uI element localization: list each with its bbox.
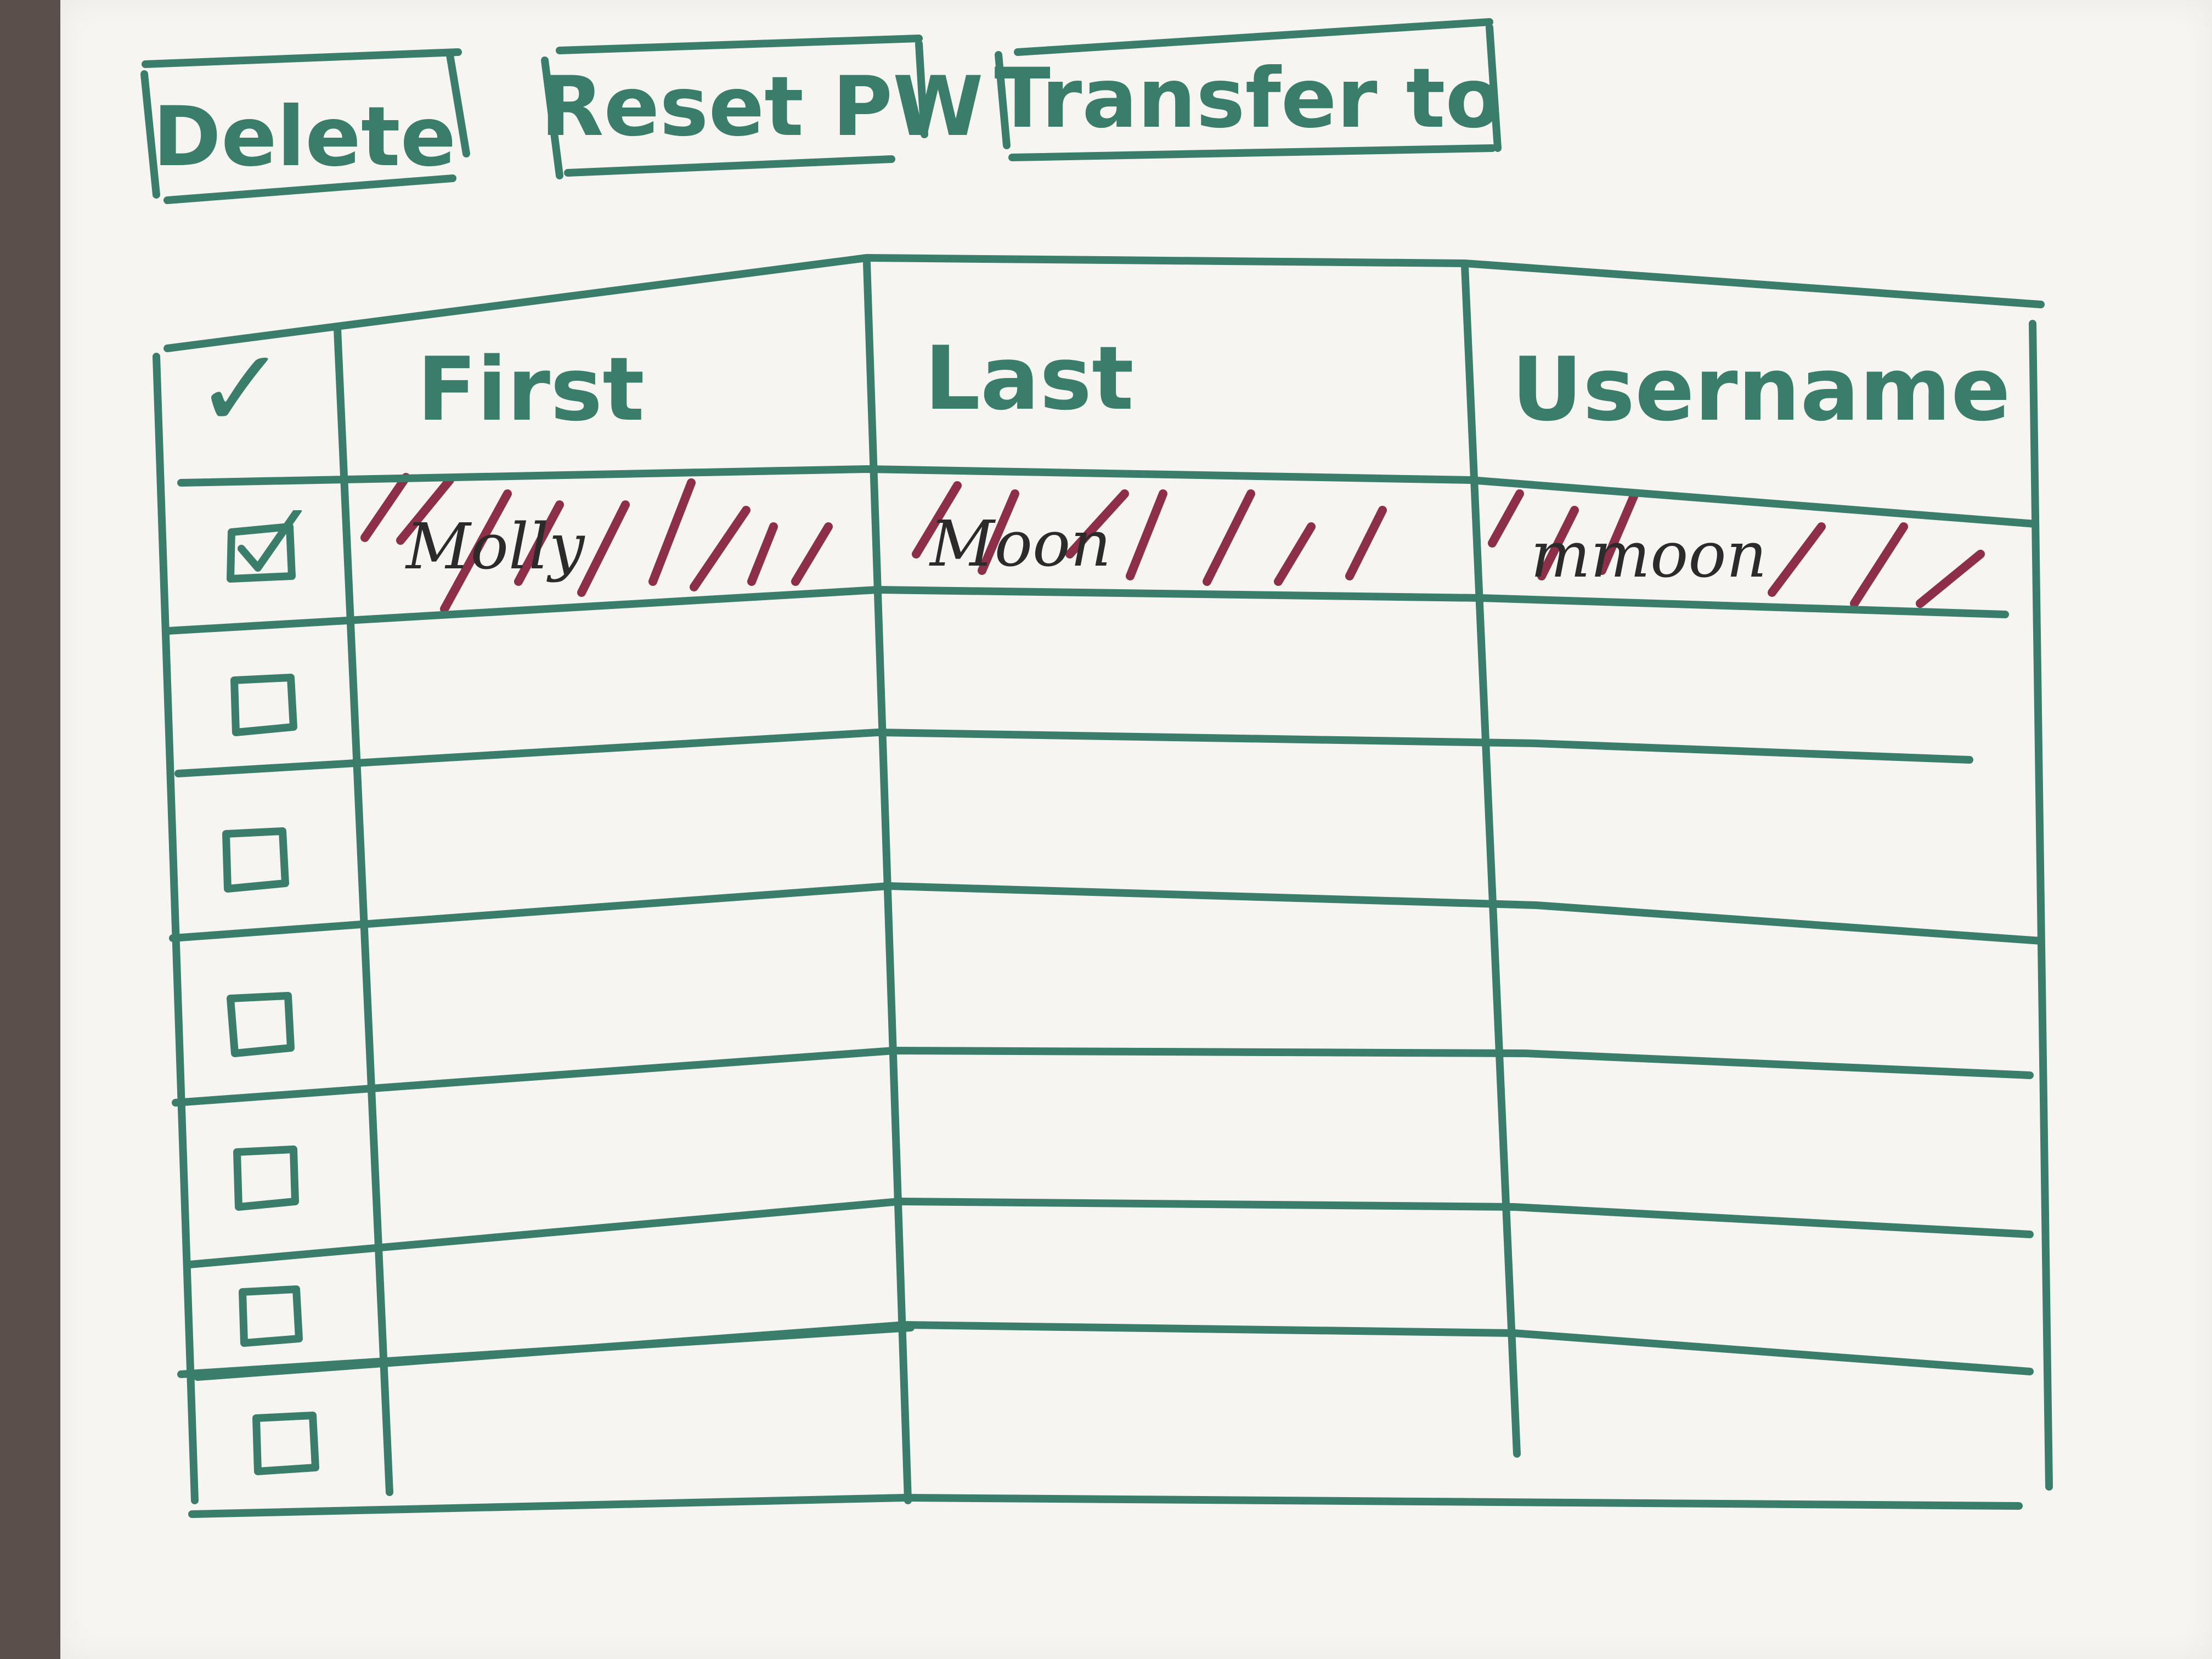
row-checkbox-checked[interactable] (219, 510, 302, 592)
checkbox-empty-icon (230, 1278, 313, 1361)
reset-pw-button-label: Reset PW (540, 59, 984, 155)
checkbox-empty-icon (244, 1404, 326, 1487)
select-column-header: ✓ (195, 325, 287, 453)
delete-button-label: Delete (153, 89, 456, 185)
checkbox-empty-icon (219, 982, 302, 1064)
row-checkbox[interactable] (222, 664, 304, 746)
cell-username: mmoon (1531, 518, 1767, 592)
row-checkbox[interactable] (225, 1136, 307, 1218)
row-checkbox[interactable] (219, 982, 302, 1064)
checkbox-empty-icon (222, 664, 304, 746)
transfer-to-button-label: Transfer to (994, 51, 1502, 146)
last-column-header[interactable]: Last (924, 327, 1134, 430)
first-column-header[interactable]: First (417, 338, 645, 441)
row-checkbox[interactable] (214, 817, 296, 900)
checkbox-empty-icon (214, 817, 296, 900)
cell-first-name: Molly (406, 510, 585, 584)
cell-last-name: Moon (930, 507, 1111, 581)
checkbox-checked-icon (219, 510, 302, 592)
row-checkbox[interactable] (244, 1404, 326, 1487)
username-column-header[interactable]: Username (1511, 338, 2011, 441)
checkbox-empty-icon (225, 1136, 307, 1218)
row-checkbox[interactable] (230, 1278, 313, 1361)
